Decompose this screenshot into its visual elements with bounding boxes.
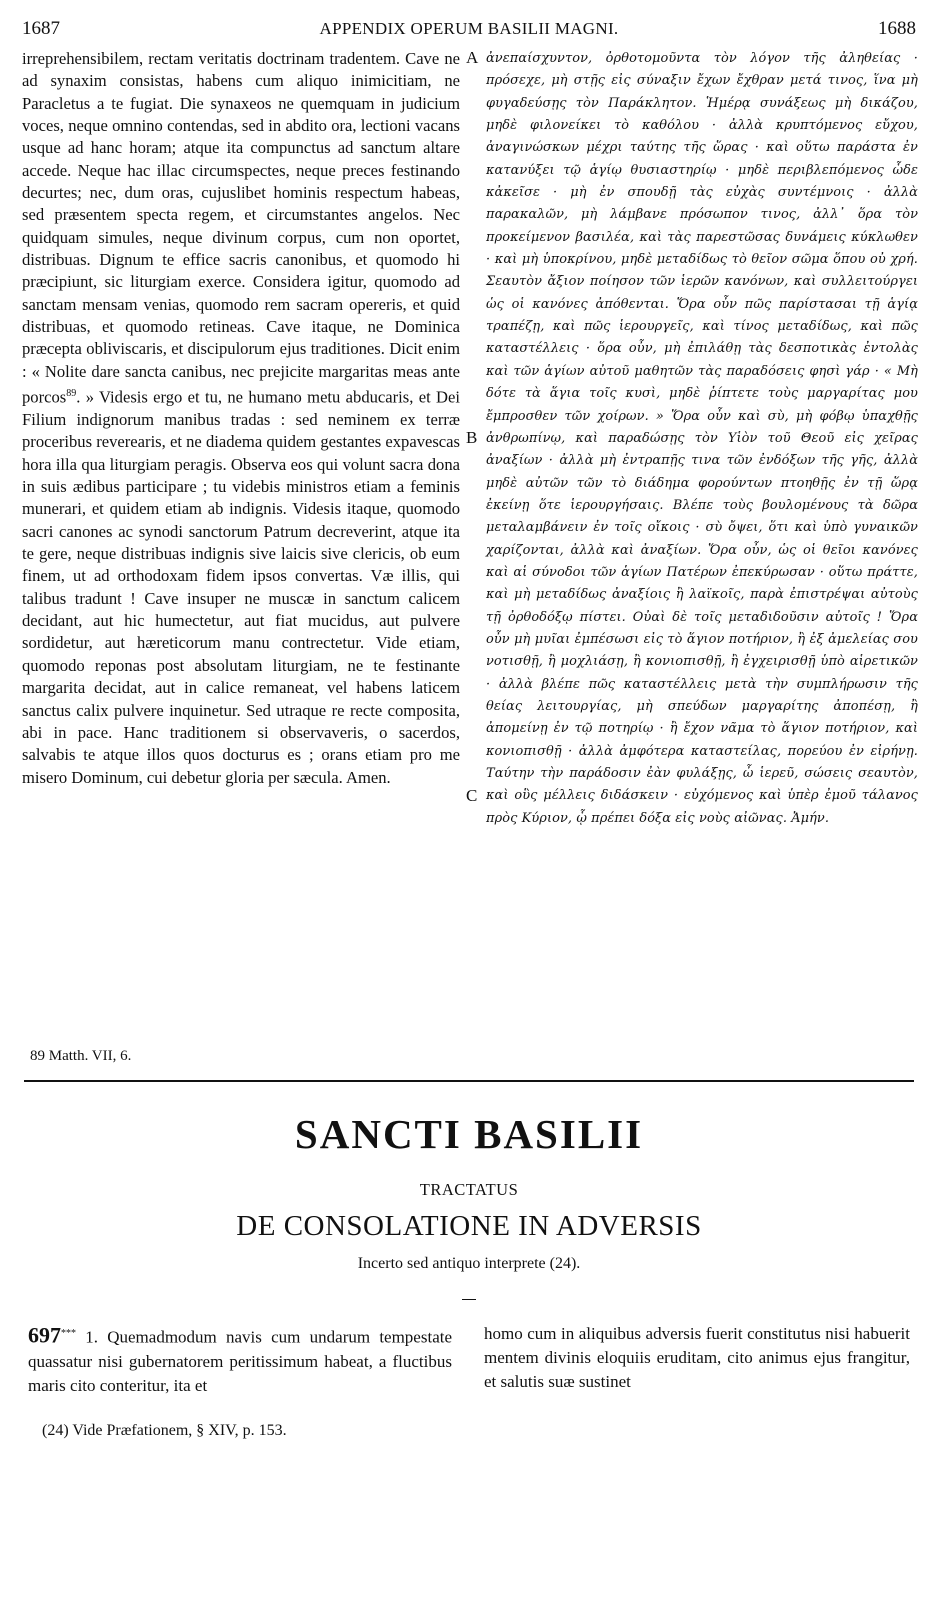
section-heading: SANCTI BASILII — [294, 1111, 644, 1157]
section-subheading: TRACTATUS — [419, 1180, 519, 1199]
greek-column: ἀνεπαίσχυντον, ὀρθοτομοῦντα τὸν λόγον τῆς ἀληθείας · πρόσεχε, μὴ στῇς εἰς σύναξιν ἔχων ἔχθραν μετά τινος, ἵνα μὴ φυγαδεύσῃς τὸν Παράκλητον. Ἡμέρᾳ συνάξεως μὴ δικάζου, μηδὲ φιλονείκει τὸ καθόλου · ἀλλὰ κρυπτόμενος εὔχου, ἀναγινώσκων μέχρι ταύτης τῆς ὥρας · καὶ οὕτω παράστα ἐν κατανύξει τῷ ἁγίῳ θυσιαστηρίῳ · μηδὲ περιβλεπόμενος ὧδε κἀκεῖσε · μὴ ἐν σπουδῇ τὰς εὐχὰς συντέμνοις · ἀλλὰ παρακαλῶν, μὴ λάμβανε πρόσωπον τινος, ἀλλ᾽ ὅρα τὸν προκείμενον βασιλέα, καὶ τὰς παρεστῶσας δυνάμεις κύκλωθεν · καὶ μὴ ὑποκρίνου, μηδὲ μεταδίδως τὸ θεῖον σῶμα ὅπου οὐ χρή. Σεαυτὸν ἄξιον ποίησον τῶν ἱερῶν κανόνων, καὶ συλλειτούργει ὡς οἱ κανόνες ἀπόθενται. Ὅρα οὖν πῶς παρίστασαι τῇ ἁγίᾳ τραπέζῃ, καὶ πῶς ἱερουργεῖς, καὶ τίνος μεταδίδως, καὶ πῶς καταστέλλεις · ὅρα οὖν, μὴ ἐπιλάθῃ τὰς δεσποτικὰς ἐντολὰς καὶ τῶν ἁγίων αὐτοῦ μαθητῶν τὰς παραδόσεις φησὶ γάρ · « Μὴ δότε τὰ ἅγια τοῖς κυσὶ, μηδὲ ῥίπτετε τοὺς μαργαρίτας μου ἔμπροσθεν τῶν χοίρων. » Ὅρα οὖν καὶ σὺ, μὴ φόβῳ ὑπαχθῇς ἀνθρωπίνῳ, καὶ παραδώσῃς τὸν Υἱὸν τοῦ Θεοῦ εἰς χεῖρας ἀναξίων · ἀλλὰ μὴ ἐντραπῇς τινα τῶν ἐνδόξων τῆς γῆς, ἀλλὰ μηδὲ αὐτῶν τῶν τὸ διάδημα φορούντων πτοηθῇς ἐν τῇ ὥρᾳ ἐκείνῃ ὅτε ἱερουργήσαις. Βλέπε τοὺς βουλομένους τὰ δῶρα μεταλαμβάνειν ἐν τοῖς οἴκοις · σὺ ὄψει, ὅτι καὶ ὑπὸ γυναικῶν χαρίζονται, ἀλλὰ καὶ ἀναξίων. Ὅρα οὖν, ὡς οἱ θεῖοι κανόνες καὶ αἱ σύνοδοι τῶν ἁγίων Πατέρων ἐπεκύρωσαν · οὕτω πράττε, καὶ μὴ μεταδίδως ἀναξίοις ἢ λαϊκοῖς, παρὰ ἐπιστρέψαι αὐτοὺς τῇ ὀρθοδόξῳ πίστει. Οὐαὶ δὲ τοῖς μεταδιδοῦσιν αὐτοῖς ! Ὅρα οὖν μὴ μυῖαι ἐμπέσωσι εἰς τὸ ἅγιον ποτήριον, ἢ ἐξ ἀμελείας σου νοτισθῇ, ἢ μοχλιάσῃ, ἢ κονιοπισθῇ, ἢ ἐγχειρισθῇ ὑπὸ αἱρετικῶν · ἀλλὰ βλέπε πῶς καταστέλλεις μετὰ τὴν συμπλήρωσιν τῆς θείας λειτουργίας, μὴ σπεύδων μαργαρίτης ἀποπέσῃ, ἢ ἀπομείνῃ ἐν τῷ ποτηρίῳ · ἢ ἔχον νᾶμα τὸ ἅγιον ποτήριον, καὶ κονιοπισθῇ · ἀλλὰ ἀμφότερα καταστείλας, πορεύου ἐν εἰρήνῃ. Ταύτην τὴν παράδοσιν ἐὰν φυλάξῃς, ὦ ἱερεῦ, σώσεις σεαυτὸν, καὶ οὓς μέλλεις διδάσκειν · εὐχόμενος καὶ ὑπὲρ ἐμοῦ τάλανος πρὸς Κύριον, ᾧ πρέπει δόξα εἰς νοὺς αἰῶνας. Ἀμήν. — [486, 51, 918, 826]
treatise-title: DE CONSOLATIONE IN ADVERSIS — [236, 1210, 702, 1242]
column-number: 697 — [28, 1322, 61, 1348]
latin-column — [22, 48, 460, 789]
margin-marker-a: A — [466, 48, 479, 67]
short-rule — [462, 1299, 476, 1300]
running-head — [22, 18, 916, 42]
section-divider — [24, 1080, 914, 1082]
latin-text: irreprehensibilem, rectam veritatis doctrinam tradentem. Cave ne ad synaxim consistas, habens cum aliquo inimicitiam, ne Paracletus a te fugiat. Die synaxeos ne quemquam in judicium voces, neque omnino contendas, sed in abdito ora, lectioni vacans usque ad hanc horam; atque ita compunctus ad sanctum altare accede. Neque hac illac circumspectes, neque preces festinando decurtes; nec, dum oras, cujuslibet hominis respectum habeas, sed præsentem specta regem, et circumstantes angelos. Nec quidquam simules, neque divinum corpus, cum non oportet, distribuas. Dignum te effice sacris canonibus, et quomodo hi præcipiunt, sic liturgiam exerce. Considera igitur, quomodo ad sanctam mensam venias, quomodo rem sacram opereris, et quid distribuas, et quomodo retineas. Cave itaque, ne Dominica præcepta obliviscaris, et discipulorum ejus traditiones. Dicit enim : « Nolite dare sancta canibus, nec prejicite margaritas meas ante porcos — [22, 49, 460, 407]
latin-text-continued: . » Videsis ergo et tu, ne humano metu abducaris, et Dei Filium indignorum manibus tradas : sed neminem ex terræ proceribus reverearis, et ne diadema quidem gestantes expavescas hora illa qua liturgiam peragis. Observa eos qui volunt sacra dona in suis ædibus participare ; tu videbis ministros etiam a feminis munerari, et quidem etiam ab indignis. Videsis itaque, quomodo sacri canones ac synodi sanctorum Patrum decreverint, atque ita te gere, neque distribuas indignis sive laicis sive clericis, ob eum finem, ut ad orthodoxam fidem ipsos convertas. Væ illis, qui talibus tradunt ! Cave insuper ne muscæ in sanctum calicem decidant, aut hic humectetur, aut fiat mucidus, aut pulvere sordidetur, aut hæreticorum manu contrectetur. Vide etiam, quomodo reponas post absolutam liturgiam, ne te festinante margarita decidat, aut in calice remaneat, vel habens laticem sanctus calix pulvere inquinetur. Sed utraque re recte composita, abi in pace. Hanc traditionem si observaveris, o sacerdos, salvabis te atque illos quos docturus es ; orans etiam pro me misero Dominum, cui debetur gloria per sæcula. Amen. — [22, 387, 460, 787]
footnote-24: (24) Vide Præfationem, § XIV, p. 153. — [42, 1422, 287, 1439]
interpreter-note: Incerto sed antiquo interprete (24). — [357, 1255, 581, 1272]
running-title: APPENDIX OPERUM BASILII MAGNI. — [319, 19, 619, 38]
body-left-column — [28, 1322, 452, 1398]
footnote-89: 89 Matth. VII, 6. — [30, 1048, 132, 1064]
body-right-column: homo cum in aliquibus adversis fuerit constitutus nisi habuerit mentem divinis eloquiis eruditam, cito animus ejus frangitur, et salutis suæ sustinet — [484, 1324, 910, 1391]
footnote-ref-89: 89 — [66, 388, 77, 400]
margin-marker-c: C — [466, 786, 478, 805]
page-number-left: 1687 — [22, 18, 60, 39]
margin-marker-b: B — [466, 428, 478, 447]
page-number-right: 1688 — [878, 18, 916, 39]
column-stars: *** — [61, 1328, 76, 1339]
body-left-text: 1. Quemadmodum navis cum undarum tempestate quassatur nisi gubernatorem peritissimum habeat, a fluctibus maris cito conteritur, ita et — [28, 1327, 453, 1395]
